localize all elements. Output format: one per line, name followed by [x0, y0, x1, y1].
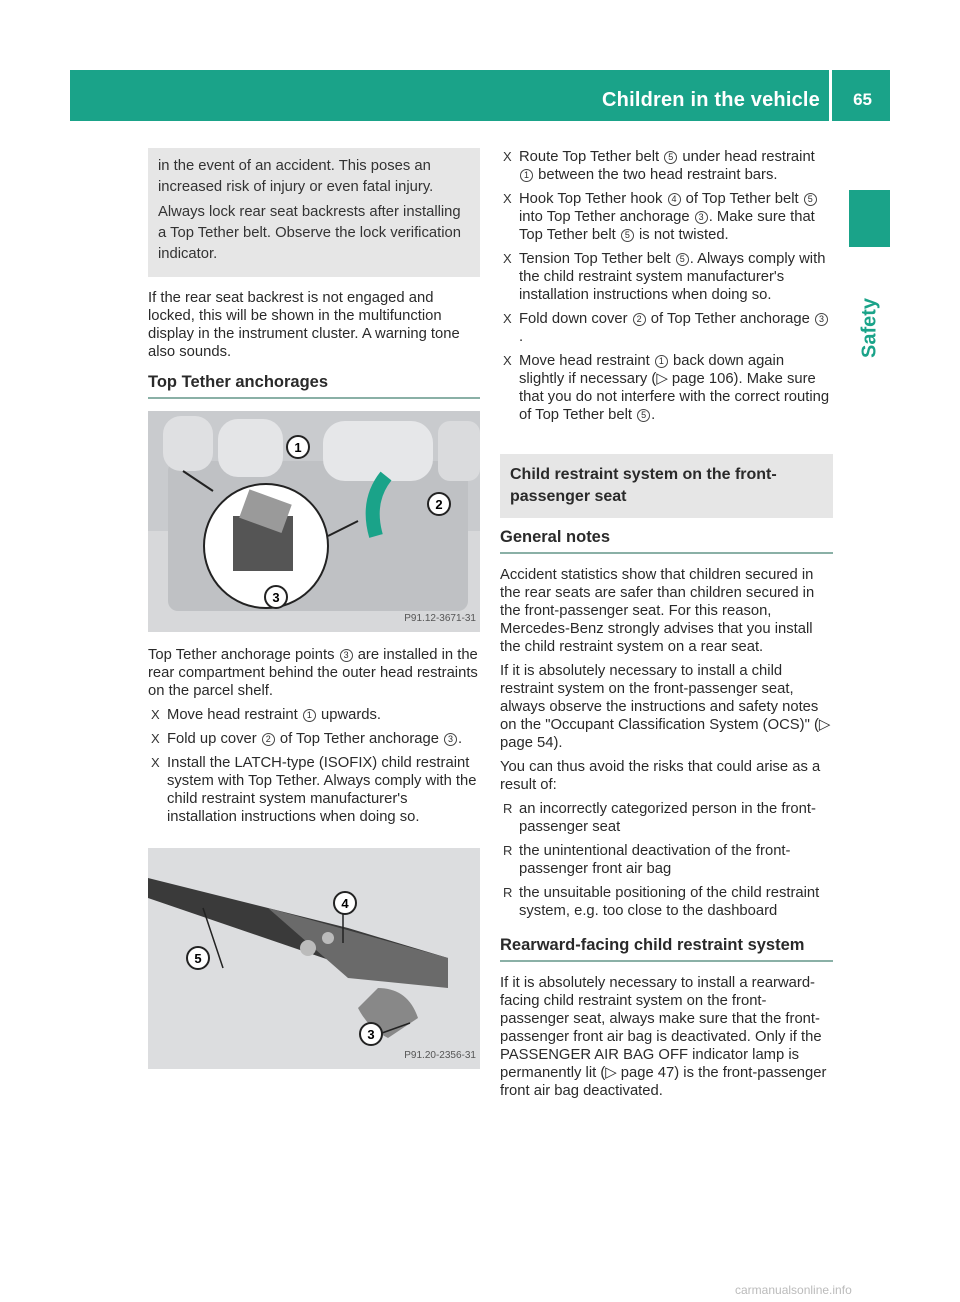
warning-text-2: Always lock rear seat backrests after installing a Top Tether belt. Observe the lock verification indicator.	[158, 204, 461, 262]
general-paragraph-3: You can thus avoid the risks that could arise as a result of:	[500, 759, 821, 793]
step-item: X Move head restraint 1 upwards.	[151, 707, 382, 723]
page-ref-arrow-icon[interactable]: ▷	[656, 371, 668, 387]
step-marker-icon: X	[503, 353, 512, 368]
bullet-marker-icon: R	[503, 843, 513, 858]
step-item: X Hook Top Tether hook 4 of Top Tether belt 5 into Top Tether anchorage 3 . Make sure that Top Tether belt 5 is not twisted.	[503, 191, 815, 243]
step-marker-icon: X	[151, 731, 160, 746]
header-separator	[829, 70, 832, 121]
seat-illustration	[148, 411, 480, 632]
bullet-marker-icon: R	[503, 801, 513, 816]
step-item: X Fold up cover 2 of Top Tether anchorage 3 .	[151, 731, 463, 747]
callout-number: 3	[340, 649, 353, 662]
step-marker-icon: X	[503, 191, 512, 206]
svg-text:1: 1	[294, 440, 302, 455]
page-header	[70, 70, 890, 121]
bullet-item: R the unsuitable positioning of the child restraint system, e.g. too close to the dashboard	[503, 885, 820, 919]
general-notes-heading: General notes	[500, 528, 833, 554]
chapter-title: Children in the vehicle	[602, 89, 820, 111]
general-paragraph-2: If it is absolutely necessary to install a child restraint system on the front-passenger seat, always observe the instructions and safety notes on the "Occupant Classification System (OCS)" (▷ page 54).	[500, 663, 831, 751]
step-item: X Tension Top Tether belt 5 . Always comply with the child restraint system manufacturer's installation instructions when doing so.	[503, 251, 826, 303]
watermark-footer: carmanualsonline.info	[735, 1283, 852, 1297]
hook-illustration	[148, 848, 480, 1069]
right-column	[500, 148, 833, 1106]
svg-text:5: 5	[194, 951, 202, 966]
figure-tether-hook	[148, 848, 480, 1069]
bullet-item: R an incorrectly categorized person in the front-passenger seat	[503, 801, 816, 835]
top-tether-heading: Top Tether anchorages	[148, 373, 480, 399]
step-marker-icon: X	[503, 251, 512, 266]
bullet-marker-icon: R	[503, 885, 513, 900]
page-ref-arrow-icon[interactable]: ▷	[605, 1065, 617, 1081]
rearward-heading: Rearward-facing child restraint system	[500, 936, 833, 962]
figure-code: P91.20-2356-31	[404, 1050, 476, 1061]
step-marker-icon: X	[151, 707, 160, 722]
step-marker-icon: X	[151, 755, 160, 770]
anchorage-paragraph: Top Tether anchorage points 3 are installed in the rear compartment behind the outer head restraints on the parcel shelf.	[148, 647, 478, 699]
left-column	[148, 148, 480, 1083]
warning-text-1: in the event of an accident. This poses an increased risk of injury or even fatal injury.	[158, 158, 434, 195]
side-section-label: Safety	[858, 297, 880, 359]
rearward-paragraph: If it is absolutely necessary to install a rearward-facing child restraint system on the front-passenger seat, always make sure that the front-passenger front air bag is deactivated. Only if the PASSENGER AIR BAG OFF indicator lamp is permanently lit (▷ page 47) is the front-passenger front air bag deactivated.	[500, 975, 827, 1099]
section-heading-box: Child restraint system on the front-passenger seat	[500, 454, 833, 518]
step-marker-icon: X	[503, 149, 512, 164]
figure-seat-anchorages	[148, 411, 480, 632]
page-ref-arrow-icon[interactable]: ▷	[818, 717, 831, 733]
warning-box	[148, 148, 480, 277]
figure-code: P91.12-3671-31	[404, 613, 476, 624]
bullet-item: R the unintentional deactivation of the front-passenger front air bag	[503, 843, 791, 877]
intro-paragraph: If the rear seat backrest is not engaged and locked, this will be shown in the multifunction display in the instrument cluster. A warning tone also sounds.	[148, 290, 460, 360]
step-item: X Fold down cover 2 of Top Tether anchorage 3.	[500, 310, 833, 346]
svg-text:3: 3	[367, 1027, 375, 1042]
general-paragraph-1: Accident statistics show that children secured in the rear seats are safer than children secured in the front-passenger seat. For this reason, Mercedes-Benz strongly advises that you install the child restraint system on a rear seat.	[500, 567, 815, 655]
page-number: 65	[853, 90, 872, 109]
step-marker-icon: X	[503, 311, 512, 326]
step-item: X Move head restraint 1 back down again slightly if necessary (▷ page 106). Make sure that you do not interfere with the correct routing of Top Tether belt 5 .	[503, 353, 830, 423]
svg-text:4: 4	[341, 896, 349, 911]
svg-text:3: 3	[272, 590, 280, 605]
step-item: X Route Top Tether belt 5 under head restraint 1 between the two head restraint bars.	[503, 149, 815, 183]
side-tab-marker	[849, 190, 890, 247]
svg-text:2: 2	[435, 497, 443, 512]
step-item: X Install the LATCH-type (ISOFIX) child restraint system with Top Tether. Always comply with the child restraint system manufacturer's installation instructions when doing so.	[151, 755, 477, 825]
